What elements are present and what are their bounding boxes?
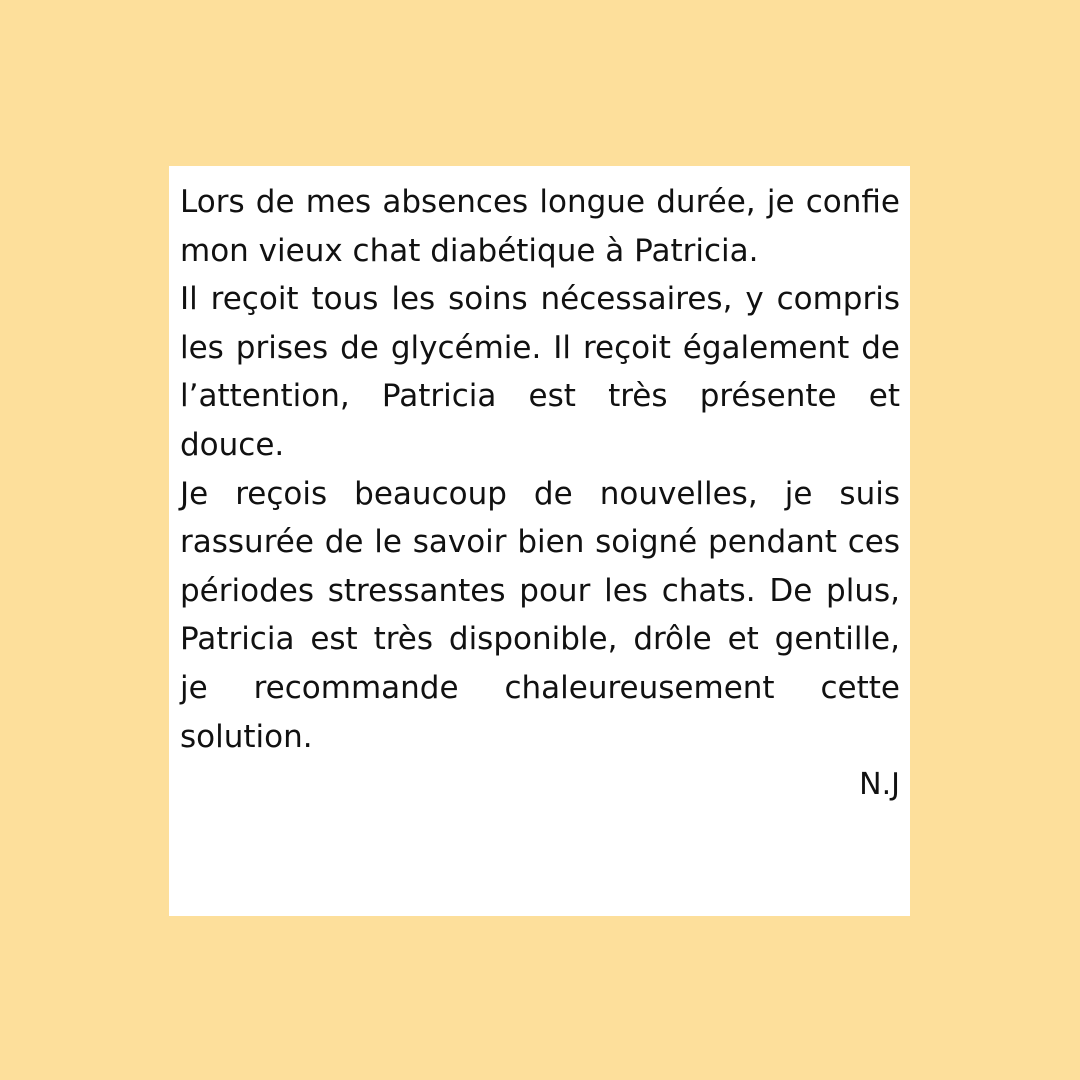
testimonial-card [169, 166, 910, 916]
testimonial-paragraph-2: Il reçoit tous les soins nécessaires, y compris les prises de glycémie. Il reçoit également de l’attention, Patricia est très présente et douce. [180, 281, 900, 463]
testimonial-paragraph-3: Je reçois beaucoup de nouvelles, je suis rassurée de le savoir bien soigné pendant ces périodes stressantes pour les chats. De plus, Patricia est très disponible, drôle et gentille, je recommande chaleureusement cette solution. [180, 475, 900, 755]
testimonial-paragraph-1: Lors de mes absences longue durée, je confie mon vieux chat diabétique à Patricia. [180, 184, 900, 269]
testimonial-signature: N.J [859, 767, 900, 803]
